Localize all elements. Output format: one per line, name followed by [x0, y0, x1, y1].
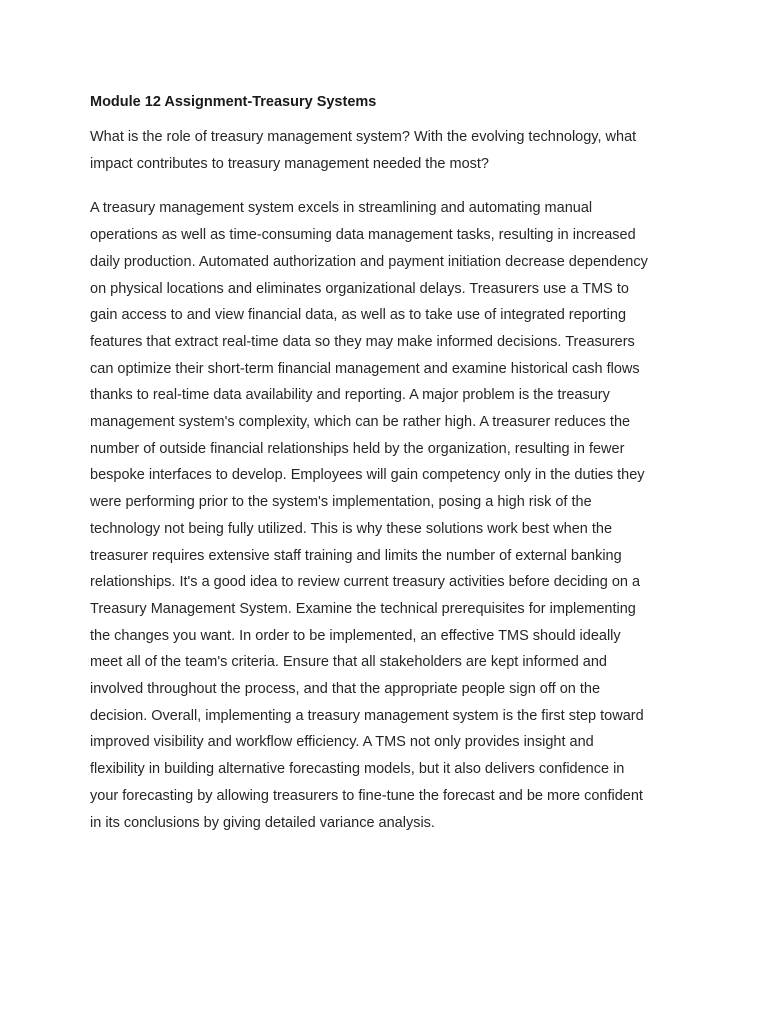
answer-line: management system's complexity, which can be rather high. A treasurer reduces the: [90, 414, 631, 431]
answer-line: gain access to and view financial data, as well as to take use of integrated reporting: [90, 307, 627, 324]
answer-line: decision. Overall, implementing a treasury management system is the first step toward: [90, 707, 644, 724]
question-line: impact contributes to treasury management needed the most?: [90, 155, 489, 172]
document-title: Module 12 Assignment-Treasury Systems: [90, 94, 377, 110]
answer-line: relationships. It's a good idea to review current treasury activities before deciding on a: [90, 574, 641, 591]
answer-line: on physical locations and eliminates organizational delays. Treasurers use a TMS to: [90, 280, 629, 297]
answer-line: A treasury management system excels in streamlining and automating manual: [90, 200, 593, 217]
answer-line: your forecasting by allowing treasurers to fine-tune the forecast and be more confident: [90, 787, 643, 804]
answer-line: meet all of the team's criteria. Ensure that all stakeholders are kept informed and: [90, 654, 607, 671]
answer-line: flexibility in building alternative forecasting models, but it also delivers confidence in: [90, 761, 625, 778]
answer-line: were performing prior to the system's implementation, posing a high risk of the: [90, 494, 592, 511]
answer-line: treasurer requires extensive staff training and limits the number of external banking: [90, 547, 622, 564]
answer-line: bespoke interfaces to develop. Employees will gain competency only in the duties they: [90, 467, 645, 484]
answer-line: number of outside financial relationships held by the organization, resulting in fewer: [90, 440, 625, 457]
answer-line: technology not being fully utilized. This is why these solutions work best when the: [90, 520, 613, 537]
question-paragraph: [90, 124, 690, 177]
answer-line: the changes you want. In order to be implemented, an effective TMS should ideally: [90, 627, 621, 644]
answer-line: in its conclusions by giving detailed variance analysis.: [90, 814, 435, 831]
answer-line: improved visibility and workflow efficiency. A TMS not only provides insight and: [90, 734, 594, 751]
document-page: [90, 92, 690, 836]
answer-line: Treasury Management System. Examine the technical prerequisites for implementing: [90, 600, 636, 617]
answer-line: thanks to real-time data availability and reporting. A major problem is the treasury: [90, 387, 610, 404]
answer-line: daily production. Automated authorization and payment initiation decrease dependency: [90, 253, 648, 270]
answer-line: involved throughout the process, and that the appropriate people sign off on the: [90, 681, 601, 698]
answer-line: features that extract real-time data so they may make informed decisions. Treasurers: [90, 333, 635, 350]
question-line: What is the role of treasury management system? With the evolving technology, what: [90, 129, 637, 145]
answer-line: can optimize their short-term financial management and examine historical cash flows: [90, 360, 640, 377]
answer-paragraph: [90, 195, 690, 836]
answer-line: operations as well as time-consuming data management tasks, resulting in increased: [90, 227, 636, 244]
